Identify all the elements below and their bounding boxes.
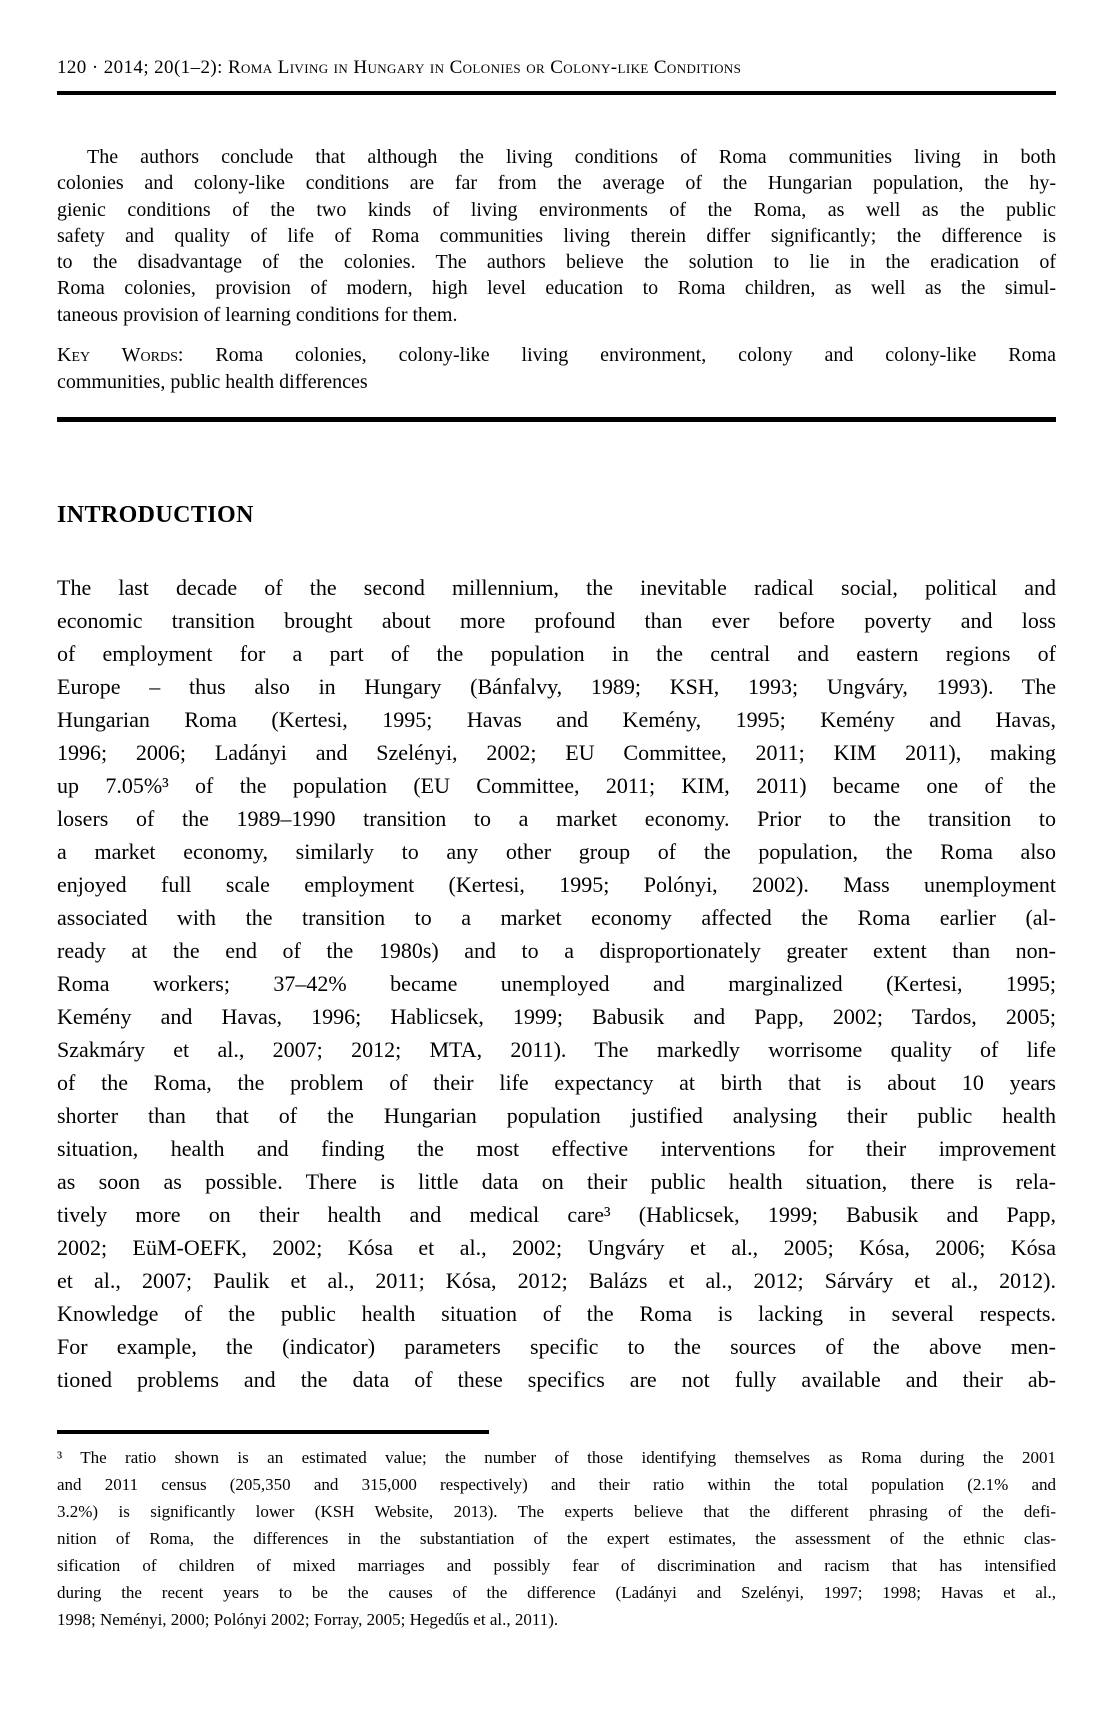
abstract-section <box>57 144 1056 422</box>
abstract-line: The authors conclude that although the living conditions of Roma communities living in both <box>87 146 1056 168</box>
body-text-line: Roma workers; 37–42% became unemployed and marginalized (Kertesi, 1995; <box>57 971 1056 997</box>
body-text-line: 2002; EüM-OEFK, 2002; Kósa et al., 2002; Ungváry et al., 2005; Kósa, 2006; Kósa <box>57 1235 1056 1261</box>
body-text-line: ready at the end of the 1980s) and to a disproportionately greater extent than non- <box>57 938 1056 964</box>
body-text-line: Hungarian Roma (Kertesi, 1995; Havas and Kemény, 1995; Kemény and Havas, <box>57 707 1056 733</box>
abstract-line: safety and quality of life of Roma communities living therein differ significantly; the difference is <box>57 224 1056 247</box>
body-text-line: of employment for a part of the population in the central and eastern regions of <box>57 641 1056 667</box>
abstract-line: taneous provision of learning conditions for them. <box>57 303 458 326</box>
keywords-text-first-line: Roma colonies, colony-like living environment, colony and colony-like Roma <box>183 344 1056 367</box>
footnote-line: 3.2%) is significantly lower (KSH Website, 2013). The experts believe that the different phrasing of the defi- <box>57 1502 1056 1522</box>
section-heading-introduction: INTRODUCTION <box>57 502 254 529</box>
body-text-line: as soon as possible. There is little data on their public health situation, there is rela- <box>57 1169 1056 1195</box>
footnote-line: 1998; Neményi, 2000; Polónyi 2002; Forray, 2005; Hegedűs et al., 2011). <box>57 1610 559 1630</box>
body-text-line: enjoyed full scale employment (Kertesi, 1995; Polónyi, 2002). Mass unemployment <box>57 872 1056 898</box>
body-text-line: associated with the transition to a market economy affected the Roma earlier (al- <box>57 905 1056 931</box>
page-header <box>57 56 1056 95</box>
body-text-line: of the Roma, the problem of their life expectancy at birth that is about 10 years <box>57 1070 1056 1096</box>
body-text-line: a market economy, similarly to any other group of the population, the Roma also <box>57 839 1056 865</box>
footnote-line: and 2011 census (205,350 and 315,000 respectively) and their ratio within the total population (2.1% and <box>57 1475 1056 1495</box>
body-text-line: economic transition brought about more profound than ever before poverty and loss <box>57 608 1056 634</box>
body-text-line: losers of the 1989–1990 transition to a market economy. Prior to the transition to <box>57 806 1056 832</box>
body-text-line: tively more on their health and medical care³ (Hablicsek, 1999; Babusik and Papp, <box>57 1202 1056 1228</box>
body-text-line: Kemény and Havas, 1996; Hablicsek, 1999; Babusik and Papp, 2002; Tardos, 2005; <box>57 1004 1056 1030</box>
footnote-line: sification of children of mixed marriages and possibly fear of discrimination and racism that has intensified <box>57 1556 1056 1576</box>
footnote <box>57 1444 1056 1633</box>
header-rule <box>57 91 1056 95</box>
body-text-line: Europe – thus also in Hungary (Bánfalvy, 1989; KSH, 1993; Ungváry, 1993). The <box>57 674 1056 700</box>
footnote-area <box>57 1430 1056 1633</box>
footnote-line: ³ The ratio shown is an estimated value; the number of those identifying themselves as Roma during the 2001 <box>57 1448 1056 1468</box>
abstract-line: colonies and colony-like conditions are far from the average of the Hungarian population, the hy- <box>57 172 1056 195</box>
body-text-line: tioned problems and the data of these specifics are not fully available and their ab- <box>57 1367 1056 1393</box>
body-text-line: et al., 2007; Paulik et al., 2011; Kósa, 2012; Balázs et al., 2012; Sárváry et al., 2012). <box>57 1268 1056 1294</box>
abstract-line: gienic conditions of the two kinds of living environments of the Roma, as well as the public <box>57 198 1056 221</box>
footnote-rule <box>57 1430 489 1434</box>
body-text-line: For example, the (indicator) parameters specific to the sources of the above men- <box>57 1334 1056 1360</box>
body-text-line: Szakmáry et al., 2007; 2012; MTA, 2011). The markedly worrisome quality of life <box>57 1037 1056 1063</box>
footnote-line: during the recent years to be the causes of the difference (Ladányi and Szelényi, 1997; 1998; Havas et al., <box>57 1583 1056 1603</box>
abstract-rule <box>57 417 1056 422</box>
keywords-line-2: communities, public health differences <box>57 371 368 394</box>
body-text-line: situation, health and finding the most effective interventions for their improvement <box>57 1136 1056 1162</box>
body-text-line: shorter than that of the Hungarian population justified analysing their public health <box>57 1103 1056 1129</box>
abstract-line: to the disadvantage of the colonies. The authors believe the solution to lie in the eradication of <box>57 251 1056 274</box>
keywords-line-1 <box>57 342 1056 369</box>
introduction-paragraph <box>57 571 1056 1396</box>
abstract-line: Roma colonies, provision of modern, high level education to Roma children, as well as the simul- <box>57 277 1056 300</box>
footnote-line: nition of Roma, the differences in the substantiation of the expert estimates, the assessment of the ethnic clas- <box>57 1529 1056 1549</box>
body-text-line: The last decade of the second millennium, the inevitable radical social, political and <box>57 575 1056 601</box>
body-text-line: 1996; 2006; Ladányi and Szelényi, 2002; EU Committee, 2011; KIM 2011), making <box>57 740 1056 766</box>
body-text-line: Knowledge of the public health situation of the Roma is lacking in several respects. <box>57 1301 1056 1327</box>
running-head: 120 · 2014; 20(1–2): Roma Living in Hungary in Colonies or Colony-like Conditions <box>57 57 742 78</box>
abstract-paragraph <box>57 144 1056 328</box>
body-text-line: up 7.05%³ of the population (EU Committee, 2011; KIM, 2011) became one of the <box>57 773 1056 799</box>
keywords-label: Key Words: <box>57 344 184 367</box>
